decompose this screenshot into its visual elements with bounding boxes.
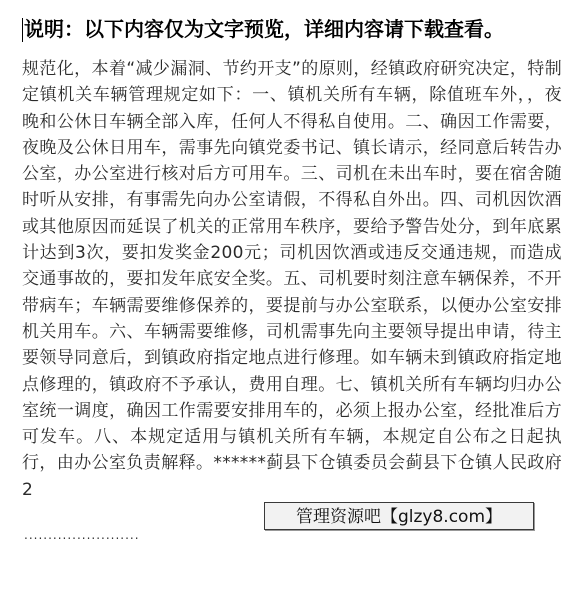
site-watermark-badge: 管理资源吧【glzy8.com】: [264, 502, 534, 530]
document-paragraph: 规范化，本着“减少漏洞、节约开支”的原则，经镇政府研究决定，特制定镇机关车辆管理规定如下：一、镇机关所有车辆，除值班车外，，夜晚和公休日车辆全部入库，任何人不得私自使用。二、确因工作需要，夜晚及公休日用车，需事先向镇党委书记、镇长请示，经同意后转告办公室，办公室进行核对后方可用车。三、司机在未出车时，要在宿舍随时听从安排，有事需先向办公室请假，不得私自外出。四、司机因饮酒或其他原因而延误了机关的正常用车秩序，要给予警告处分，到年底累计达到3次，要扣发奖金200元；司机因饮酒或违反交通违规，而造成交通事故的，要扣发年底安全奖。五、司机要时刻注意车辆保养，不开带病车；车辆需要维修保养的，要提前与办公室联系，以便办公室安排机关用车。六、车辆需要维修，司机需事先向主要领导提出申请，待主要领导同意后，到镇政府指定地点进行修理。如车辆未到镇政府指定地点修理的，镇政府不予承认，费用自理。七、镇机关所有车辆均归办公室统一调度，确因工作需要安排用车的，必须上报办公室，经批准后方可发车。八、本规定适用与镇机关所有车辆，本规定自公布之日起执行，由办公室负责解释。******蓟县下仓镇委员会蓟县下仓镇人民政府2: [22, 59, 562, 500]
document-body: [22, 56, 562, 503]
preview-notice: 说明：以下内容仅为文字预览，详细内容请下载查看。: [24, 17, 504, 41]
text-cursor: [22, 18, 23, 42]
trailing-dots: ........................: [24, 528, 140, 542]
